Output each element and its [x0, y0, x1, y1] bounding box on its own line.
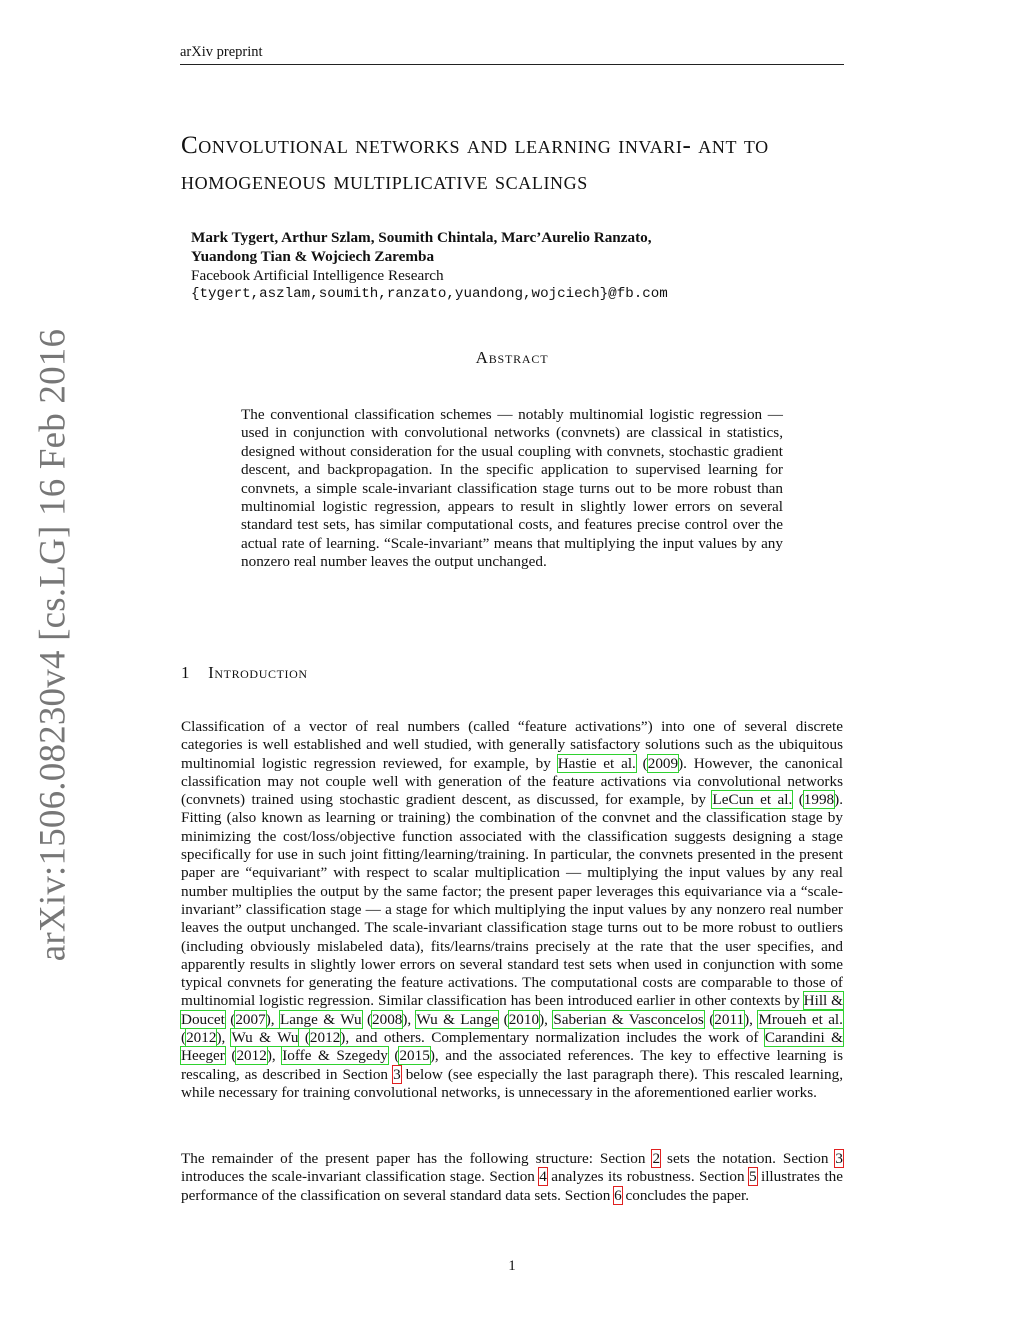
citation-link[interactable]: Hastie et al. — [557, 754, 636, 772]
citation-link[interactable]: LeCun et al. — [712, 791, 793, 809]
body-text: ). Fitting (also known as learning or training) the combination of the convnet and the classification stage by minimizing the cost/loss/objective function associated with the classification suggests designing a stage specifically for use in such joint fitting/learning/training. In particular, the convnets presented in the present paper are “equivariant” with respect to scalar multiplication — multiplying the input values by any real number multiplies the output by the same factor; the present paper leverages this equivariance via a “scale-invariant” classification stage — a stage for which multiplying the input values by any nonzero real number leaves the output unchanged. The scale-invariant classification stage turns out to be more robust to outliers (including obviously mislabeled data), fits/learns/trains precisely at the rate that the user specifies, and apparently results in slightly lower errors on several standard test sets when used in conjunction with some typical convnets for generating the feature activations. The computational costs are comparable to those of multinomial logistic regression. Similar classification has been introduced earlier in other contexts by — [181, 791, 843, 1010]
citation-link[interactable]: Lange & Wu — [279, 1010, 362, 1028]
body-text: ), and the associated references. The key to effective learning is rescaling, as described in Section — [181, 1047, 844, 1083]
author-emails: {tygert,aszlam,soumith,ranzato,yuandong,wojciech}@fb.com — [191, 286, 668, 302]
citation-year-link[interactable]: 2011 — [714, 1010, 745, 1028]
body-text: ( — [181, 1029, 187, 1047]
body-text: ( — [224, 1047, 237, 1065]
citation-link[interactable]: Wu & Wu — [231, 1029, 299, 1047]
body-text: introduces the scale-invariant classification stage. Section — [181, 1168, 540, 1186]
intro-paragraph-2 — [181, 1150, 843, 1205]
body-text: analyzes its robustness. Section — [546, 1168, 749, 1186]
body-text: ( — [498, 1010, 509, 1028]
citation-link[interactable]: Ioffe & Szegedy — [282, 1047, 388, 1065]
author-names-line-2: Yuandong Tian & Wojciech Zaremba — [191, 248, 435, 265]
body-text: The remainder of the present paper has the following structure: Section — [181, 1150, 653, 1167]
arxiv-stamp: arXiv:1506.08230v4 [cs.LG] 16 Feb 2016 — [32, 328, 74, 962]
body-text: ), — [265, 1010, 280, 1028]
section-ref-link[interactable]: 3 — [835, 1150, 843, 1167]
citation-link[interactable]: Carandini & Heeger — [181, 1029, 843, 1065]
intro-paragraph-1 — [181, 718, 843, 1102]
section-ref-link[interactable]: 4 — [539, 1168, 547, 1186]
citation-link[interactable]: Hill & Doucet — [181, 992, 843, 1028]
citation-year-link[interactable]: 2012 — [236, 1047, 267, 1065]
body-text: ( — [387, 1047, 400, 1065]
body-text: ), — [744, 1010, 759, 1028]
citation-year-link[interactable]: 2007 — [235, 1010, 266, 1028]
body-text: concludes the paper. — [621, 1186, 750, 1204]
body-text: illustrates the performance of the classification on several standard data sets. Section — [181, 1168, 843, 1204]
citation-link[interactable]: Wu & Lange — [416, 1010, 499, 1028]
citation-year-link[interactable]: 2009 — [647, 754, 679, 772]
body-text: ( — [298, 1029, 310, 1047]
body-text: ( — [792, 791, 804, 809]
section-title: Introduction — [208, 663, 308, 682]
section-heading-introduction — [181, 663, 308, 683]
body-text: ), — [402, 1010, 417, 1028]
abstract-heading: Abstract — [475, 348, 549, 367]
section-ref-link[interactable]: 3 — [393, 1065, 401, 1083]
body-text: ( — [224, 1010, 236, 1028]
section-ref-link[interactable]: 5 — [749, 1168, 757, 1186]
body-text: below (see especially the last paragraph there). This rescaled learning, while necessary for training convolutional networks, is unnecessary in the aforementioned earlier works. — [181, 1065, 843, 1101]
author-names-line-1: Mark Tygert, Arthur Szlam, Soumith Chintala, Marc’Aurelio Ranzato, — [191, 229, 652, 246]
body-text: ), and others. Complementary normalization includes the work of — [340, 1029, 765, 1047]
citation-year-link[interactable]: 2015 — [399, 1047, 430, 1065]
citation-link[interactable]: Mroueh et al. — [758, 1010, 843, 1028]
body-text: ), — [216, 1029, 232, 1047]
affiliation: Facebook Artificial Intelligence Research — [191, 267, 444, 284]
body-text: ( — [635, 754, 648, 772]
citation-year-link[interactable]: 1998 — [803, 791, 835, 809]
page-number: 1 — [508, 1258, 516, 1274]
running-header: arXiv preprint — [180, 44, 844, 65]
abstract-text: The conventional classification schemes — notably multinomial logistic regression — used in conjunction with convolutional networks (convnets) are classical in statistics, designed without consideration for the usual coupling with convnets, stochastic gradient descent, and backpropagation. In the specific application to supervised learning for convnets, a simple scale-invariant classification stage turns out to be more robust than multinomial logistic regression, appears to result in slightly lower errors on several standard test sets, has similar computational costs, and features precise control over the actual rate of learning. “Scale-invariant” means that multiplying the input values by any nonzero real number leaves the output unchanged. — [241, 406, 783, 571]
citation-year-link[interactable]: 2012 — [309, 1029, 341, 1047]
section-ref-link[interactable]: 2 — [652, 1150, 661, 1167]
citation-year-link[interactable]: 2010 — [508, 1010, 540, 1028]
body-text: ( — [361, 1010, 372, 1028]
body-text: Classification of a vector of real numbers (called “feature activations”) into one of several discrete categories is well established and well studied, with generally satisfactory solutions such as the ubiquitous multinomial logistic regression reviewed, for example, by — [181, 718, 843, 772]
section-number: 1 — [181, 663, 191, 682]
body-text: sets the notation. Section — [660, 1150, 836, 1167]
body-text: ( — [703, 1010, 715, 1028]
body-text: ), — [539, 1010, 554, 1028]
paper-title: Convolutional networks and learning invari- ant to homogeneous multiplicative scalings — [181, 132, 769, 195]
body-text: ). However, the canonical classification may not couple well with generation of the feature activations via convolutional networks (convnets) trained using stochastic gradient descent, as discussed, for example, by — [181, 754, 843, 809]
citation-year-link[interactable]: 2012 — [186, 1029, 217, 1047]
body-text: ), — [266, 1047, 283, 1065]
section-ref-link[interactable]: 6 — [614, 1186, 622, 1204]
author-block — [191, 228, 831, 304]
citation-year-link[interactable]: 2008 — [372, 1010, 403, 1028]
citation-link[interactable]: Saberian & Vasconcelos — [553, 1010, 704, 1028]
